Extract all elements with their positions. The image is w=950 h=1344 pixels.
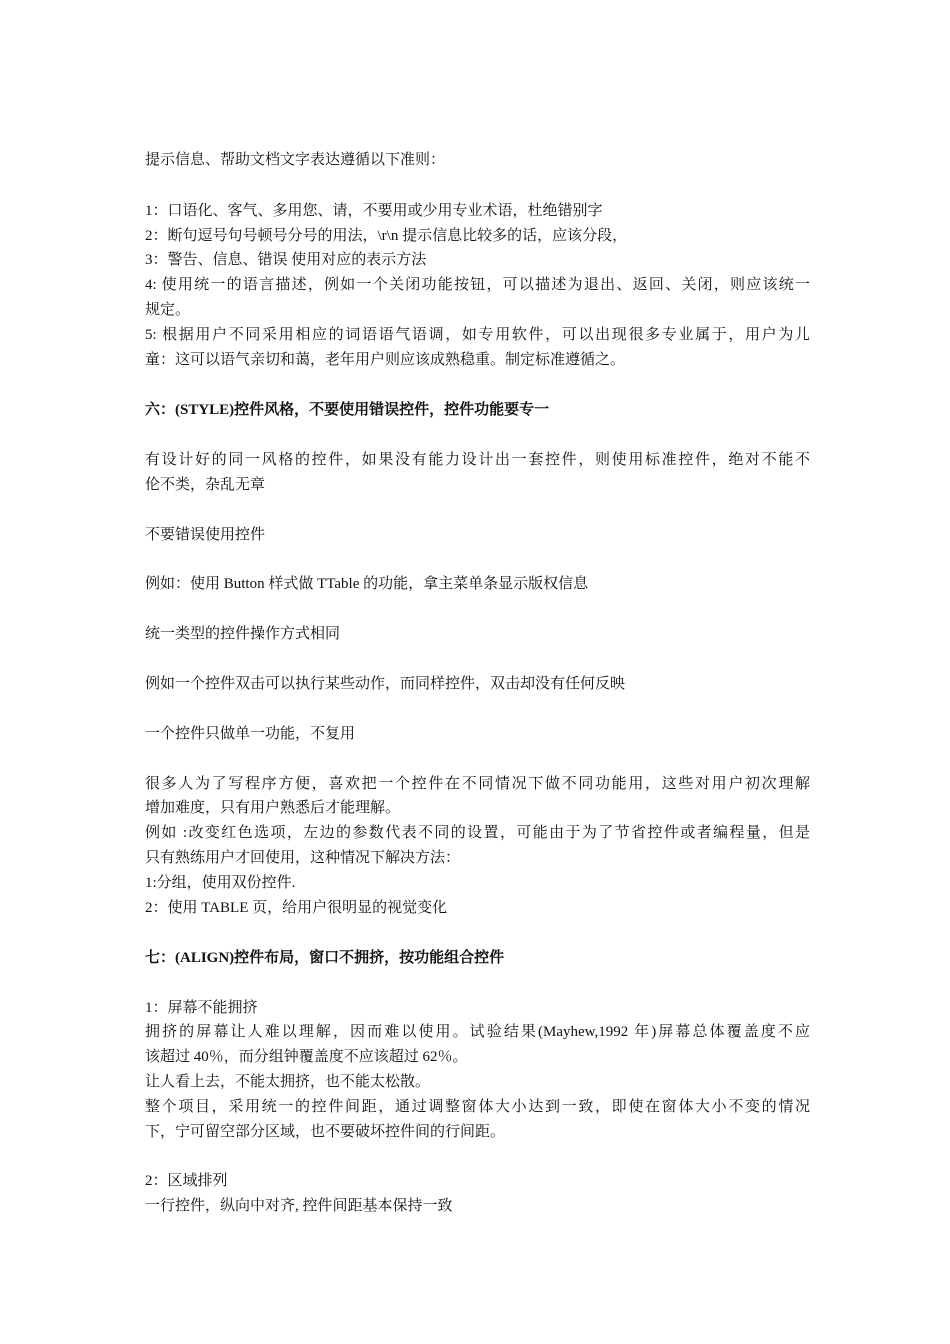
section-7-sub-1-para-3-line-2: 下，宁可留空部分区域，也不要破坏控件间的行间距。	[145, 1124, 506, 1140]
rule-4-line-1: 4: 使用统一的语言描述，例如一个关闭功能按钮，可以描述为退出、返回、关闭，则应该统一	[145, 277, 810, 293]
section-6-para-6: 一个控件只做单一功能，不复用	[145, 726, 356, 742]
section-6-para-4: 统一类型的控件操作方式相同	[145, 626, 341, 642]
section-6-heading: 六：(STYLE)控件风格，不要使用错误控件，控件功能要专一	[145, 402, 550, 418]
section-6-para-7-line-2: 增加难度，只有用户熟悉后才能理解。	[145, 800, 401, 816]
section-7-sub-1-title: 1：屏幕不能拥挤	[145, 1000, 258, 1016]
section-6-para-7-line-1: 很多人为了写程序方便，喜欢把一个控件在不同情况下做不同功能用，这些对用户初次理解	[145, 776, 810, 792]
section-6-para-8-line-2: 只有熟练用户才回使用，这种情况下解决方法：	[145, 850, 461, 866]
section-6-para-8-line-1: 例如 :改变红色选项，左边的参数代表不同的设置，可能由于为了节省控件或者编程量，但是	[145, 825, 810, 841]
rule-1: 1：口语化、客气、多用您、请，不要用或少用专业术语，杜绝错别字	[145, 203, 603, 219]
section-7-sub-1-para-3-line-1: 整个项目，采用统一的控件间距，通过调整窗体大小达到一致，即使在窗体大小不变的情况	[145, 1099, 810, 1115]
section-7-sub-2-title: 2：区域排列	[145, 1173, 228, 1189]
rule-2: 2：断句逗号句号顿号分号的用法，\r\n 提示信息比较多的话，应该分段，	[145, 228, 628, 244]
section-7-sub-2-para-1: 一行控件，纵向中对齐, 控件间距基本保持一致	[145, 1198, 453, 1214]
section-7-sub-1-para-2: 让人看上去，不能太拥挤，也不能太松散。	[145, 1074, 431, 1090]
section-7-sub-1-para-1-line-2: 该超过 40％，而分组钟覆盖度不应该超过 62％。	[145, 1049, 468, 1065]
section-7-sub-1-para-1-line-1: 拥挤的屏幕让人难以理解，因而难以使用。试验结果(Mayhew,1992 年)屏幕总体覆盖度不应	[145, 1024, 810, 1040]
section-6-para-5: 例如一个控件双击可以执行某些动作，而同样控件，双击却没有任何反映	[145, 676, 626, 692]
rule-5-line-2: 童：这可以语气亲切和蔼，老年用户则应该成熟稳重。制定标准遵循之。	[145, 352, 626, 368]
rule-3: 3：警告、信息、错误 使用对应的表示方法	[145, 252, 427, 268]
rule-4-line-2: 规定。	[145, 302, 191, 318]
section-6-para-10: 2：使用 TABLE 页，给用户很明显的视觉变化	[145, 900, 448, 916]
section-6-para-1-line-1: 有设计好的同一风格的控件，如果没有能力设计出一套控件，则使用标准控件，绝对不能不	[145, 452, 810, 468]
intro-text: 提示信息、帮助文档文字表达遵循以下准则：	[145, 152, 446, 168]
section-7-heading: 七：(ALIGN)控件布局，窗口不拥挤，按功能组合控件	[145, 950, 505, 966]
section-6-para-1-line-2: 伦不类，杂乱无章	[145, 477, 266, 493]
section-6-para-2: 不要错误使用控件	[145, 527, 266, 543]
section-6-para-9: 1:分组，使用双份控件.	[145, 875, 296, 891]
section-6-para-3: 例如：使用 Button 样式做 TTable 的功能，拿主菜单条显示版权信息	[145, 576, 589, 592]
rule-5-line-1: 5: 根据用户不同采用相应的词语语气语调，如专用软件，可以出现很多专业属于，用户为儿	[145, 327, 810, 343]
